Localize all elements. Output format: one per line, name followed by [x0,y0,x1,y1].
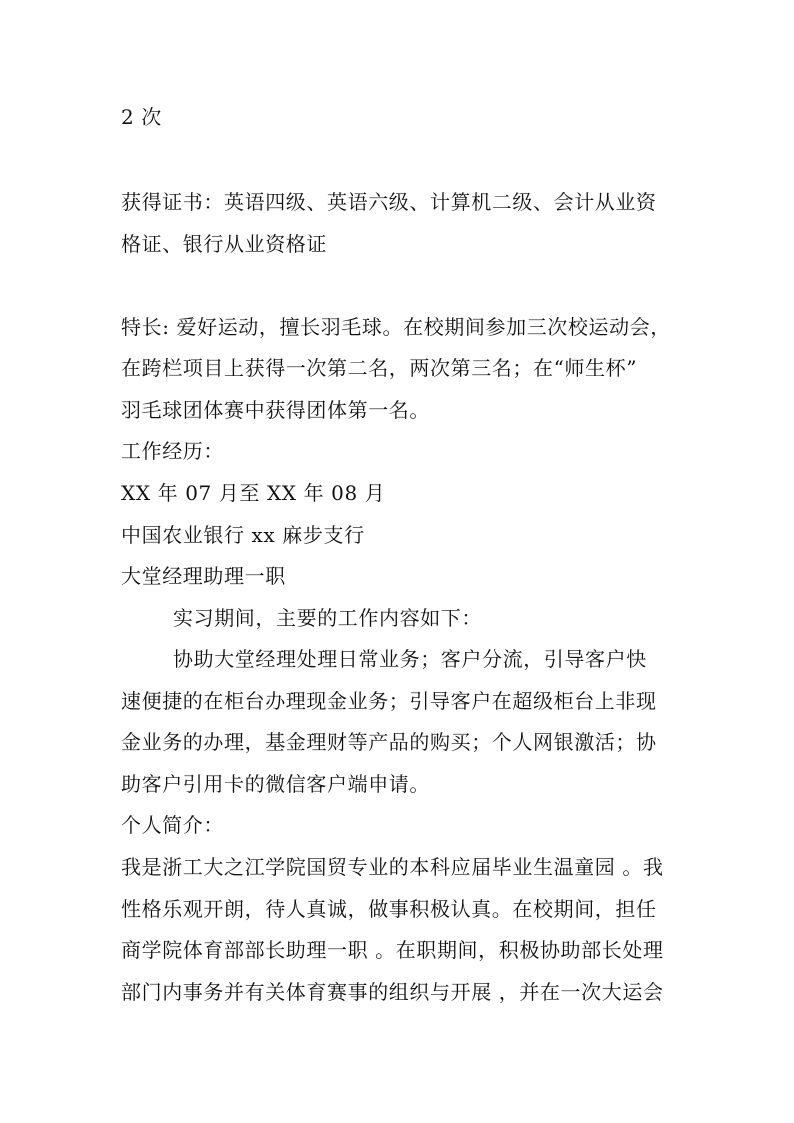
text-line-10: 大堂经理助理一职 [121,564,286,588]
text-line-6: 羽毛球团体赛中获得团体第一名。 [121,398,430,422]
text-line-17: 我是浙工大之江学院国贸专业的本科应届毕业生温童园 。我 [121,855,664,879]
text-line-15: 助客户引用卡的微信客户端申请。 [121,772,430,796]
text-line-18: 性格乐观开朗，待人真诚，做事积极认真。在校期间，担任 [121,897,657,921]
text-line-11: 实习期间，主要的工作内容如下： [173,606,482,630]
text-line-1: 2 次 [121,105,162,129]
text-line-20: 部门内事务并有关体育赛事的组织与开展 ，并在一次大运会 [121,980,664,1004]
text-line-13: 速便捷的在柜台办理现金业务；引导客户在超级柜台上非现 [121,689,657,713]
text-line-7: 工作经历： [121,439,224,463]
text-line-9: 中国农业银行 xx 麻步支行 [121,523,365,547]
text-line-19: 商学院体育部部长助理一职 。在职期间，积极协助部长处理 [121,938,664,962]
text-line-8: XX 年 07 月至 XX 年 08 月 [121,481,386,505]
text-line-16: 个人简介： [121,813,224,837]
text-line-12: 协助大堂经理处理日常业务；客户分流，引导客户快 [173,647,647,671]
text-line-2: 获得证书：英语四级、英语六级、计算机二级、会计从业资 [121,190,657,214]
text-line-3: 格证、银行从业资格证 [121,232,327,256]
text-line-4: 特长: 爱好运动，擅长羽毛球。在校期间参加三次校运动会， [121,315,671,339]
text-line-14: 金业务的办理，基金理财等产品的购买；个人网银激活；协 [121,730,657,754]
text-line-5: 在跨栏项目上获得一次第二名，两次第三名；在“师生杯” [121,356,638,380]
